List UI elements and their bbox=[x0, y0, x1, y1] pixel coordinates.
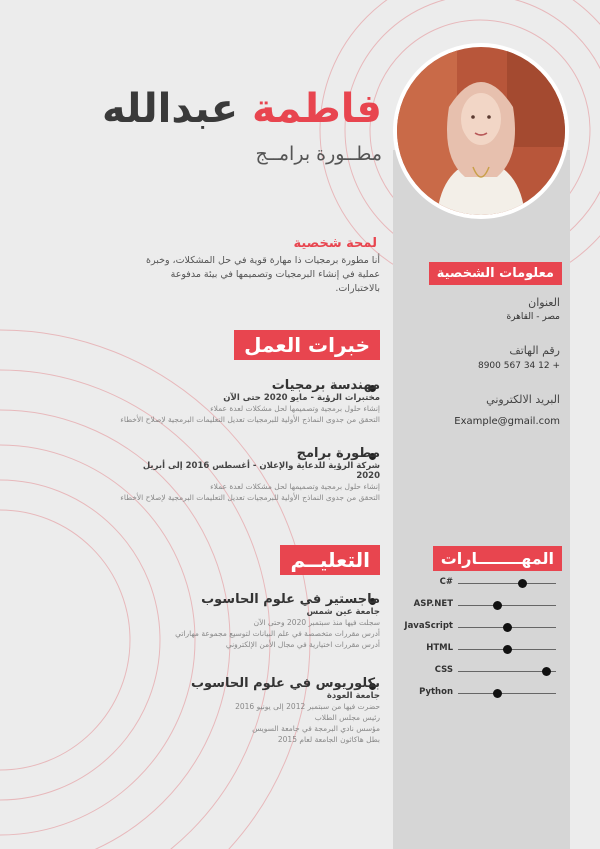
skills-heading: المهــــــــارات bbox=[433, 546, 562, 571]
experience-item bbox=[120, 446, 380, 503]
experience-heading: خبرات العمل bbox=[234, 330, 380, 360]
info-heading: معلومات الشخصية bbox=[429, 262, 562, 285]
skill-name: HTML bbox=[426, 643, 453, 653]
experience-subtitle: مختبرات الرؤية - مايو 2020 حتى الآن bbox=[223, 393, 380, 403]
education-heading: التعليــم bbox=[280, 545, 380, 575]
education-item bbox=[120, 676, 380, 745]
experience-item bbox=[120, 378, 380, 425]
education-line: حضرت فيها من سبتمبر 2012 إلى يونيو 2016 bbox=[235, 702, 380, 711]
job-title: مطــورة برامــج bbox=[255, 143, 382, 165]
experience-subtitle: شركة الرؤية للدعاية والإعلان - أغسطس 2016 إلى أبريل 2020 bbox=[142, 461, 380, 481]
education-line: أدرس مقررات متخصصة في علم البيانات لتوسيع مجموعة مهاراتي bbox=[175, 629, 380, 638]
education-line: أدرس مقررات اختيارية في مجال الأمن الإلكتروني bbox=[225, 640, 380, 649]
portrait-image bbox=[397, 47, 565, 215]
skill-level-dot bbox=[518, 579, 527, 588]
skill-track bbox=[458, 693, 556, 694]
skill-name: C# bbox=[439, 577, 453, 587]
experience-title: مطورة برامج bbox=[296, 446, 380, 461]
education-subtitle: جامعة عين شمس bbox=[306, 607, 380, 617]
about-heading: لمحة شخصية bbox=[293, 236, 377, 251]
skill-name: CSS bbox=[434, 665, 453, 675]
last-name: عبدالله bbox=[102, 86, 239, 132]
experience-line: إنشاء حلول برمجية وتصميمها لحل مشكلات لعدة عملاء bbox=[210, 404, 380, 413]
education-line: مؤسس نادي البرمجة في جامعة السويس bbox=[252, 724, 380, 733]
profile-photo bbox=[393, 43, 569, 219]
education-subtitle: جامعة العودة bbox=[326, 691, 380, 701]
email-value: Example@gmail.com bbox=[454, 416, 560, 427]
phone-value: + 12 34 567 8900 bbox=[477, 361, 560, 371]
education-title: ماجستير في علوم الحاسوب bbox=[201, 592, 380, 607]
skill-name: JavaScript bbox=[404, 621, 453, 631]
education-line: سجلت فيها منذ سبتمبر 2020 وحتى الآن bbox=[253, 618, 380, 627]
experience-line: إنشاء حلول برمجية وتصميمها لحل مشكلات لعدة عملاء bbox=[210, 482, 380, 491]
about-text: أنا مطورة برمجيات ذا مهارة قوية في حل المشكلات، وخبرة عملية في إنشاء البرمجيات وتصميمها في بيئة مدفوعة بالاختبارات. bbox=[145, 255, 380, 294]
phone-label: رقم الهاتف bbox=[509, 344, 560, 357]
education-line: بطل هاكاثون الجامعة لعام 2015 bbox=[277, 735, 380, 744]
skill-name: Python bbox=[419, 687, 453, 697]
address-label: العنوان bbox=[528, 296, 560, 309]
skill-name: ASP.NET bbox=[413, 599, 453, 609]
skill-track bbox=[458, 605, 556, 606]
experience-line: التحقق من جدوى النماذج الأولية للبرمجيات تعديل التعليمات البرمجية لإصلاح الأخطاء bbox=[120, 415, 380, 424]
education-title: بكلوريوس في علوم الحاسوب bbox=[190, 676, 380, 691]
full-name bbox=[102, 86, 382, 132]
skill-level-dot bbox=[503, 623, 512, 632]
sidebar-panel bbox=[393, 150, 570, 849]
skill-level-dot bbox=[503, 645, 512, 654]
email-label: البريد الالكتروني bbox=[486, 393, 560, 406]
first-name: فاطمة bbox=[252, 86, 382, 132]
address-value: مصر - القاهرة bbox=[506, 312, 560, 322]
experience-title: مهندسة برمجيات bbox=[271, 378, 380, 393]
education-line: رئيس مجلس الطلاب bbox=[314, 713, 380, 722]
skill-track bbox=[458, 583, 556, 584]
education-item bbox=[120, 592, 380, 650]
experience-line: التحقق من جدوى النماذج الأولية للبرمجيات تعديل التعليمات البرمجية لإصلاح الأخطاء bbox=[120, 493, 380, 502]
